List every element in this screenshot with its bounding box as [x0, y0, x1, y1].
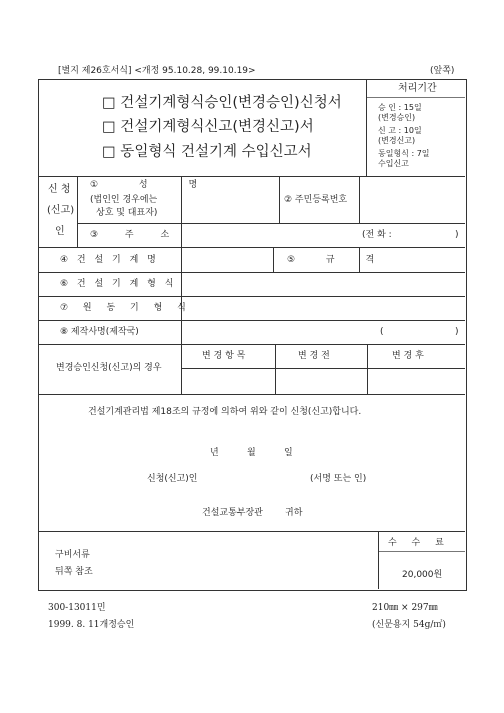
signature-label: (서명 또는 인) — [310, 474, 367, 484]
fee-header-line — [379, 551, 465, 552]
row-line-title — [39, 176, 465, 177]
address-field[interactable] — [182, 224, 358, 247]
maker-field[interactable] — [182, 321, 464, 344]
date-year: 년 — [210, 448, 219, 458]
documents-label: 구비서류 — [55, 550, 90, 560]
footer-size: 210㎜ × 297㎜ — [372, 603, 438, 613]
phone-label: (전 화 : — [362, 230, 392, 240]
maker-paren-open: ( — [380, 327, 384, 337]
type-label: ⑥ 건 설 기 계 형 식 — [60, 279, 177, 289]
change-item-field[interactable] — [182, 369, 274, 393]
processing-heading: 처리기간 — [398, 83, 437, 94]
resident-no-field[interactable] — [360, 178, 464, 223]
fee-label: 수 수 료 — [388, 538, 450, 548]
name-note-2: 상호 및 대표자) — [96, 208, 158, 218]
footer-code: 300-13011민 — [48, 603, 106, 613]
date-month: 월 — [247, 448, 256, 458]
applicant-sign-label: 신청(신고)인 — [147, 474, 198, 484]
spec-divider-left — [273, 248, 274, 272]
processing-line-6: 수입신고 — [378, 159, 409, 168]
fee-divider — [378, 532, 379, 589]
maker-label: ⑧ 제작사명(제작국) — [60, 327, 139, 337]
title-3: □ 동일형식 건설기계 수입신고서 — [102, 144, 312, 160]
row-line-maker — [39, 344, 465, 345]
form-number: [별지 제26호서식] <개정 95.10.28, 99.10.19> — [58, 66, 256, 76]
page-side: (앞쪽) — [430, 66, 455, 76]
footer-paper: (신문용지 54g/㎡) — [372, 620, 446, 630]
applicant-section-label-1: 신 청 — [48, 184, 71, 195]
engine-field[interactable] — [182, 297, 464, 320]
phone-close: ) — [455, 230, 459, 240]
change-label: 변경승인신청(신고)의 경우 — [56, 363, 162, 373]
change-col-before: 변 경 전 — [298, 351, 330, 361]
documents-note: 뒤쪽 참조 — [55, 567, 93, 577]
processing-line-3: 신 고 : 10일 — [378, 126, 422, 135]
resident-no-divider-left — [279, 177, 280, 223]
spec-field[interactable] — [360, 249, 464, 272]
processing-line-1: 승 인 : 15일 — [378, 103, 422, 112]
change-col-item: 변 경 항 목 — [202, 351, 246, 361]
row-line-change — [39, 394, 465, 395]
model-label: ④ 건 설 기 계 명 — [60, 255, 159, 265]
maker-paren-close: ) — [455, 327, 459, 337]
fee-value: 20,000원 — [402, 570, 443, 580]
processing-line-5: 동일형식 : 7일 — [378, 149, 430, 158]
change-col-after: 변 경 후 — [392, 351, 424, 361]
title-1: □ 건설기계형식승인(변경승인)신청서 — [102, 95, 342, 111]
resident-no-label: ② 주민등록번호 — [284, 195, 348, 205]
date-day: 일 — [284, 448, 293, 458]
name-field[interactable] — [182, 178, 278, 223]
row-line-statement — [39, 531, 465, 532]
address-label: ③ 주 소 — [90, 230, 170, 240]
engine-label: ⑦ 원 동 기 형 식 — [60, 303, 192, 313]
processing-line-2: (변경승인) — [378, 113, 416, 122]
name-label: ① 성 명 — [90, 180, 198, 190]
applicant-section-label-2: (신고) — [47, 205, 75, 216]
model-field[interactable] — [182, 249, 272, 272]
statement-text: 건설기계관리법 제18조의 규정에 의하여 위와 같이 신청(신고)합니다. — [88, 407, 362, 417]
row-line-address — [39, 247, 465, 248]
title-2: □ 건설기계형식신고(변경신고)서 — [102, 119, 314, 135]
applicant-section-divider — [77, 177, 78, 247]
type-field[interactable] — [182, 273, 464, 296]
change-after-field[interactable] — [368, 369, 464, 393]
change-before-field[interactable] — [276, 369, 366, 393]
recipient-honorific: 귀하 — [285, 508, 303, 518]
title-divider — [366, 80, 367, 176]
applicant-section-label-3: 인 — [55, 226, 65, 237]
footer-approval: 1999. 8. 11개정승인 — [48, 620, 135, 630]
recipient: 건설교통부장관 — [202, 508, 263, 518]
processing-divider — [367, 97, 465, 98]
name-note-1: (법인인 경우에는 — [90, 195, 158, 205]
processing-line-4: (변경신고) — [378, 136, 416, 145]
spec-label: ⑤ 규 격 — [287, 255, 375, 265]
applicant-sign-field[interactable] — [205, 472, 305, 486]
